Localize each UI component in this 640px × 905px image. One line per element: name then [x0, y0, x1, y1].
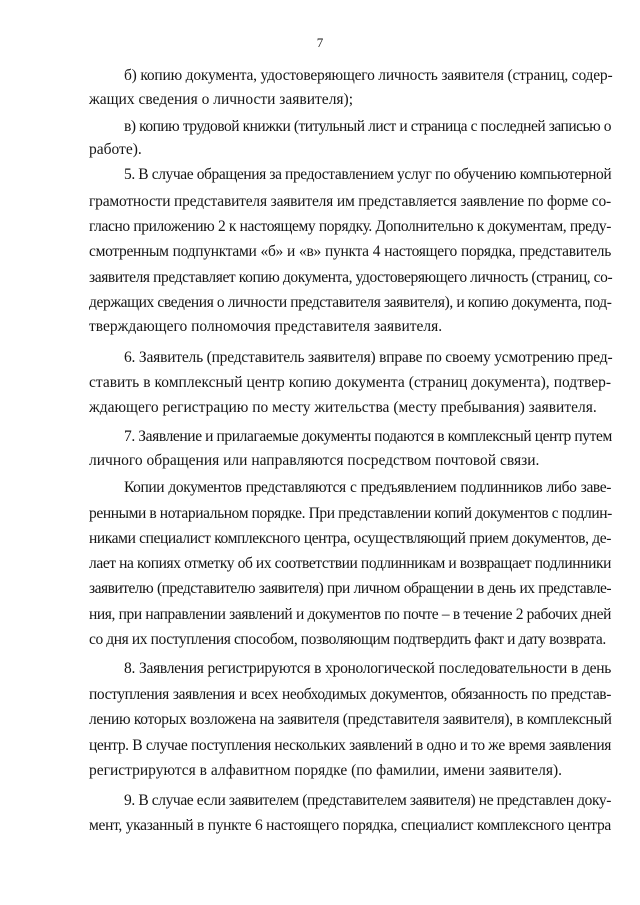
- text-line: держащих сведения о личности представителя заявителя), и копию документа, под-: [89, 294, 612, 311]
- text-line: 7. Заявление и прилагаемые документы подаются в комплексный центр путем: [124, 428, 612, 445]
- text-line: в) копию трудовой книжки (титульный лист и страница с последней записью о: [124, 118, 611, 135]
- text-line: гласно приложению 2 к настоящему порядку. Дополнительно к документам, преду-: [89, 218, 611, 235]
- page-number: 7: [316, 35, 324, 50]
- text-line: работе).: [89, 141, 142, 158]
- text-line: центр. В случае поступления нескольких заявлений в одно и то же время заявления: [89, 737, 611, 754]
- text-line: поступления заявления и всех необходимых документов, обязанность по представ-: [89, 686, 611, 703]
- text-line: мент, указанный в пункте 6 настоящего порядка, специалист комплексного центра: [89, 817, 611, 834]
- text-line: личного обращения или направляются посредством почтовой связи.: [89, 452, 540, 469]
- text-line: регистрируются в алфавитном порядке (по фамилии, имени заявителя).: [89, 762, 563, 779]
- text-line: б) копию документа, удостоверяющего личность заявителя (страниц, содер-: [124, 67, 613, 84]
- text-line: 5. В случае обращения за предоставлением услуг по обучению компьютерной: [124, 166, 612, 183]
- text-line: никами специалист комплексного центра, осуществляющий прием документов, де-: [89, 530, 611, 547]
- text-line: 9. В случае если заявителем (представителем заявителя) не представлен доку-: [124, 792, 611, 809]
- text-line: Копии документов представляются с предъявлением подлинников либо заве-: [124, 479, 611, 496]
- text-line: заявителя представляет копию документа, удостоверяющего личность (страниц, со-: [89, 269, 613, 286]
- text-line: со дня их поступления способом, позволяющим подтвердить факт и дату возврата.: [89, 631, 606, 648]
- text-line: ставить в комплексный центр копию документа (страниц документа), подтвер-: [89, 374, 611, 391]
- text-line: лению которых возложена на заявителя (представителя заявителя), в комплексный: [89, 711, 612, 728]
- text-line: жащих сведения о личности заявителя);: [89, 91, 354, 108]
- text-line: ния, при направлении заявлений и документов по почте – в течение 2 рабочих дней: [89, 606, 611, 623]
- text-line: ждающего регистрацию по месту жительства (месту пребывания) заявителя.: [89, 399, 597, 416]
- text-line: лает на копиях отметку об их соответствии подлинникам и возвращает подлинники: [89, 555, 611, 572]
- text-line: 8. Заявления регистрируются в хронологической последовательности в день: [124, 660, 611, 677]
- text-line: тверждающего полномочия представителя заявителя.: [89, 318, 443, 335]
- text-line: 6. Заявитель (представитель заявителя) вправе по своему усмотрению пред-: [124, 349, 613, 366]
- text-line: грамотности представителя заявителя им представляется заявление по форме со-: [89, 193, 611, 210]
- text-line: смотренным подпунктами «б» и «в» пункта 4 настоящего порядка, представитель: [89, 243, 611, 260]
- text-line: ренными в нотариальном порядке. При представлении копий документов с подлин-: [89, 505, 612, 522]
- text-line: заявителю (представителю заявителя) при личном обращении в день их представле-: [89, 580, 611, 597]
